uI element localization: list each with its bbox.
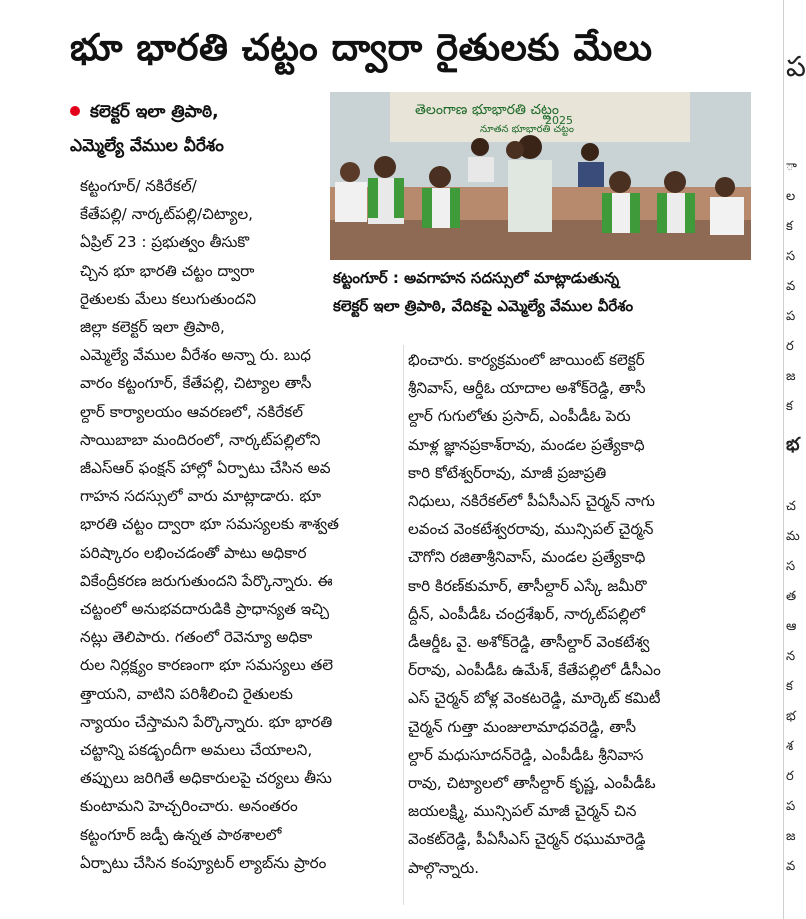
- photo-banner-date: 2025: [545, 114, 573, 127]
- body-left-line: రుల నిర్లక్ష్యం కారణంగా భూ సమస్యలు తలె: [80, 656, 334, 675]
- caption-line-1: కట్టంగూర్ : అవగాహన సదస్సులో మాట్లాడుతున్న: [333, 269, 620, 287]
- body-left-line: వారం కట్టంగూర్, కేతేపల్లి, చిట్యాల తాసీ: [80, 374, 312, 393]
- article-column-left: [80, 172, 396, 877]
- photo-banner-text: తెలంగాణ భూభారతి చట్టం: [415, 102, 559, 118]
- body-left-line: గాహన సదస్సులో వారు మాట్లాడారు. భూ: [80, 487, 321, 506]
- body-right-line: ద్దీన్, ఎంపీడీఓ చంద్రశేఖర్, నార్కట్‌పల్లిలో: [408, 604, 646, 623]
- body-right-line: పాల్గొన్నారు.: [408, 858, 480, 877]
- body-right-line: చౌగోని రజితాశ్రీనివాస్, మండల ప్రత్యేకాధి: [408, 548, 646, 567]
- body-right-line: వెంకట్‌రెడ్డి, పీఏసీఎస్ చైర్మన్ రఘుమారెడ్డి: [408, 830, 646, 849]
- body-left-line: కేతేపల్లి/ నార్కట్‌పల్లి/చిట్యాల,: [80, 205, 253, 224]
- body-left-line: చ్చిన భూ భారతి చట్టం ద్వారా: [80, 261, 255, 280]
- body-left-line: వికేంద్రీకరణ జరుగుతుందని పేర్కొన్నారు. ఈ: [80, 571, 333, 590]
- body-left-line: ఏర్పాటు చేసిన కంప్యూటర్ ల్యాబ్‌ను ప్రారం: [80, 853, 327, 872]
- body-left-line: సాయిబాబా మందిరంలో, నార్కట్‌పల్లిలోని: [80, 430, 321, 449]
- body-left-line: పరిష్కారం లభించడంతో పాటు అధికార: [80, 543, 307, 562]
- body-left-line: భారతి చట్టం ద్వారా భూ సమస్యలకు శాశ్వత: [80, 515, 339, 534]
- subhead-line-2: ఎమ్మెల్యే వేముల వీరేశం: [70, 136, 224, 156]
- body-left-line: నట్లు తెలిపారు. గతంలో రెవెన్యూ అధికా: [80, 628, 313, 647]
- body-left-line: కట్టంగూర్ జడ్పీ ఉన్నత పాఠశాలలో: [80, 825, 282, 844]
- body-left-line: రైతులకు మేలు కలుగుతుందని: [80, 289, 256, 308]
- body-right-line: భించారు. కార్యక్రమంలో జాయింట్ కలెక్టర్: [408, 351, 645, 369]
- body-left-line: ఎమ్మెల్యే వేముల వీరేశం అన్నా రు. బుధ: [80, 346, 311, 365]
- body-right-line: ల్దార్ మధుసూదన్‌రెడ్డి, ఎంపీడీఓ శ్రీనివాస: [408, 745, 644, 764]
- subhead-text-1: కలెక్టర్ ఇలా త్రిపాఠి,: [90, 102, 219, 122]
- subhead: [70, 95, 330, 163]
- body-right-line: చైర్మన్ గుత్తా మంజులామాధవరెడ్డి, తాసీ: [408, 717, 637, 736]
- body-left-line: చట్టాన్ని పకడ్బందీగా అమలు చేయాలని,: [80, 741, 313, 760]
- body-left-line: త్తాయని, వాటిని పరిశీలించి రైతులకు: [80, 684, 293, 703]
- body-left-line: కుంటామని హెచ్చరించారు. అనంతరం: [80, 797, 298, 816]
- red-dot-icon: [70, 106, 80, 116]
- body-left-line: చట్టంలో అనుభవదారుడికి ప్రాధాన్యత ఇచ్చి: [80, 600, 329, 619]
- photo-caption: [333, 264, 753, 320]
- body-right-line: శ్రీనివాస్, ఆర్డీఓ యాదాల అశోక్‌రెడ్డి, తాసీ: [408, 379, 646, 398]
- body-right-line: లవంచ వెంకటేశ్వరరావు, మున్సిపల్ చైర్మన్: [408, 520, 654, 539]
- body-right-line: ర్‌రావు, ఎంపీడీఓ ఉమేశ్, కేతేపల్లిలో డీసీఎం: [408, 661, 661, 680]
- body-right-line: మాళ్ల జ్ఞానప్రకాశ్‌రావు, మండల ప్రత్యేకాధి: [408, 435, 645, 454]
- body-right-line: రావు, చిట్యాలలో తాసీల్దార్ కృష్ణ, ఎంపీడీఓ: [408, 774, 656, 793]
- caption-line-2: కలెక్టర్ ఇలా త్రిపాఠి, వేదికపై ఎమ్మెల్యే వేముల వీరేశం: [333, 297, 634, 315]
- column-divider: [403, 345, 404, 905]
- adjacent-article-strip: ప ా ల క స వ ప ర జ క భ చ మ స త ఆ న క భ శ ర ప జ వ: [783, 0, 801, 919]
- body-left-line: తప్పులు జరిగితే అధికారులపై చర్యలు తీసు: [80, 769, 332, 788]
- body-left-line: న్యాయం చేస్తామని పేర్కొన్నారు. భూ భారతి: [80, 712, 333, 731]
- article-column-right: [408, 346, 754, 882]
- headline: భూ భారతి చట్టం ద్వారా రైతులకు మేలు: [70, 26, 653, 69]
- subhead-line-1: [70, 95, 330, 129]
- body-left-line: ల్దార్ కార్యాలయం ఆవరణలో, నకిరేకల్: [80, 402, 303, 421]
- body-right-line: నిధులు, నకిరేకల్‌లో పీఏసీఎస్ చైర్మన్ నాగు: [408, 492, 655, 511]
- photo-banner-subtext: నూతన భూభారతి చట్టం: [480, 124, 574, 135]
- body-right-line: ల్దార్ గుగులోతు ప్రసాద్, ఎంపీడీఓ పెరు: [408, 407, 631, 426]
- body-right-line: కారి కోటేశ్వర్‌రావు, మాజీ ప్రజాప్రతి: [408, 463, 607, 482]
- body-left-line: ఏప్రిల్ 23 : ప్రభుత్వం తీసుకొ: [80, 233, 250, 252]
- body-right-line: ఎస్ చైర్మన్ బోళ్ల వెంకటరెడ్డి, మార్కెట్ కమిటీ: [408, 689, 661, 708]
- body-right-line: కారి కిరణ్‌కుమార్, తాసీల్దార్ ఎస్కే జమీరొ: [408, 576, 647, 595]
- body-left-line: కట్టంగూర్/ నకిరేకల్/: [80, 177, 197, 195]
- body-right-line: డీఆర్డీఓ వై. అశోక్‌రెడ్డి, తాసీల్దార్ వెంకటేశ్వ: [408, 633, 650, 652]
- body-right-line: జయలక్ష్మి, మున్సిపల్ మాజీ చైర్మన్ చిన: [408, 802, 637, 821]
- body-left-line: జీఎస్‌ఆర్ ఫంక్షన్ హాల్లో ఏర్పాటు చేసిన అవ: [80, 459, 331, 478]
- body-left-line: జిల్లా కలెక్టర్ ఇలా త్రిపాఠి,: [80, 318, 225, 337]
